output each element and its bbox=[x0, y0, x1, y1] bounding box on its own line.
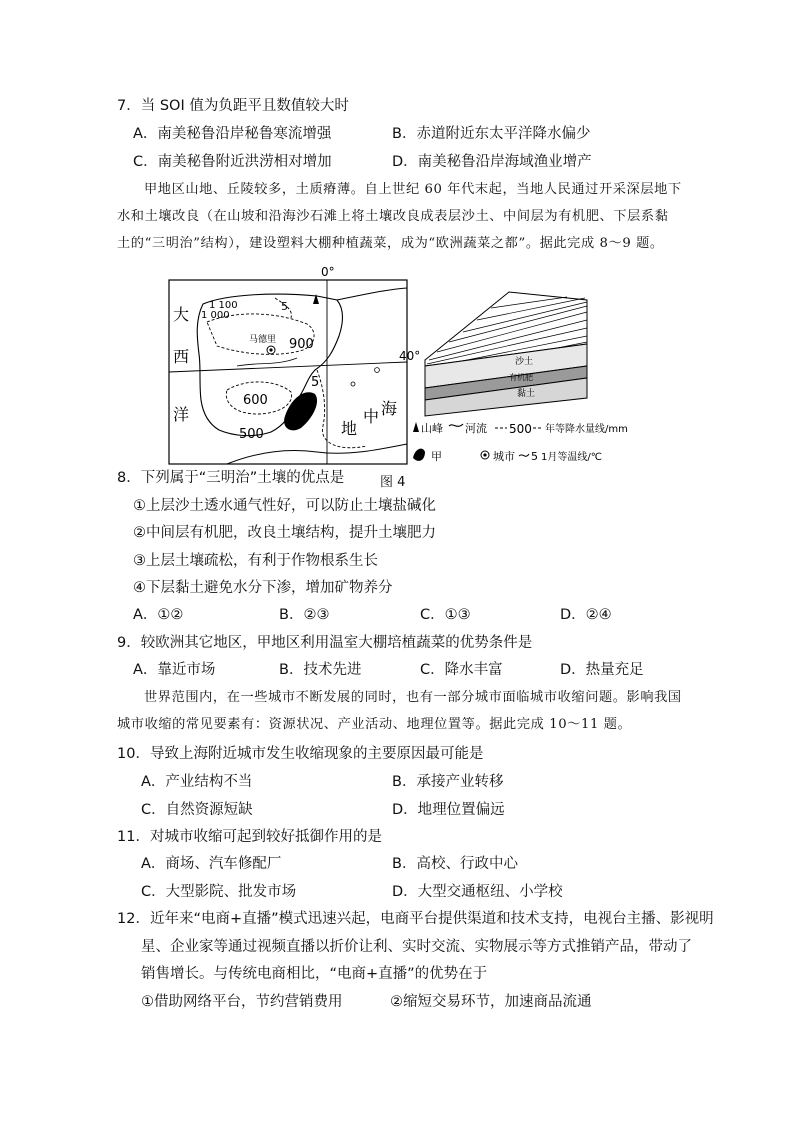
q7-option-c: C．南美秘鲁附近洪涝相对增加 bbox=[133, 154, 332, 170]
q9-option-d: D．热量充足 bbox=[560, 662, 644, 678]
sea-label-hai: 海 bbox=[381, 399, 398, 418]
figure-4-svg bbox=[167, 266, 687, 480]
legend-isotherm-value: 5 bbox=[531, 450, 538, 463]
legend-isotherm-label: 1月等温线/℃ bbox=[541, 452, 602, 463]
meridian-label: 0° bbox=[321, 266, 335, 279]
sea-label-xi: 西 bbox=[173, 347, 190, 366]
parallel-label: 40° bbox=[399, 349, 421, 363]
contour-label-5-south: 5 bbox=[311, 375, 320, 390]
q7-option-a: A．南美秘鲁沿岸秘鲁寒流增强 bbox=[133, 126, 332, 142]
sea-label-zhong: 中 bbox=[363, 407, 380, 426]
q8-item-3: ③上层土壤疏松，有利于作物根系生长 bbox=[133, 553, 378, 569]
layer-label-manure: 有机肥 bbox=[509, 373, 533, 382]
legend-city-label: 城市 bbox=[493, 450, 515, 463]
q7-option-b: B．赤道附近东太平洋降水偏少 bbox=[392, 126, 591, 142]
q12-item-1: ①借助网络平台，节约营销费用 bbox=[141, 994, 343, 1010]
q7-option-d: D．南美秘鲁沿岸海域渔业增产 bbox=[392, 154, 592, 170]
sea-label-da: 大 bbox=[173, 305, 190, 324]
contour-label-1000: 1 000 bbox=[201, 310, 230, 321]
city-madrid-dot bbox=[269, 348, 272, 351]
q8-option-c: C．①③ bbox=[420, 607, 471, 623]
q7-stem: 7．当 SOI 值为负距平且数值较大时 bbox=[117, 98, 349, 114]
q12-line-3: 销售增长。与传统电商相比，“电商+直播”的优势在于 bbox=[141, 966, 488, 982]
q8-option-a: A．①② bbox=[133, 607, 184, 623]
q11-option-d: D．大型交通枢纽、小学校 bbox=[392, 884, 563, 900]
q11-stem: 11．对城市收缩可起到较好抵御作用的是 bbox=[117, 829, 382, 845]
q8-item-4: ④下层黏土避免水分下渗，增加矿物养分 bbox=[133, 580, 393, 596]
q10-stem: 10．导致上海附近城市发生收缩现象的主要原因最可能是 bbox=[117, 746, 484, 762]
legend-mountain-label: 山峰 bbox=[421, 422, 443, 435]
q11-option-a: A．商场、汽车修配厂 bbox=[141, 856, 282, 872]
passage1-line-1: 甲地区山地、丘陵较多，土质瘠薄。自上世纪 60 年代末起，当地人民通过开采深层地下 bbox=[144, 182, 682, 197]
q8-item-1: ①上层沙土透水通气性好，可以防止土壤盐碱化 bbox=[133, 498, 436, 514]
q10-option-c: C．自然资源短缺 bbox=[141, 802, 253, 818]
q8-option-d: D．②④ bbox=[560, 607, 612, 623]
q12-stem: 12．近年来“电商+直播”模式迅速兴起，电商平台提供渠道和技术支持，电视台主播、影视明 bbox=[117, 911, 714, 927]
contour-label-5-north: 5 bbox=[281, 300, 288, 313]
q8-item-2: ②中间层有机肥，改良土壤结构，提升土壤肥力 bbox=[133, 525, 436, 541]
sea-label-yang: 洋 bbox=[173, 405, 190, 424]
legend-region-icon bbox=[413, 449, 425, 461]
q11-option-c: C．大型影院、批发市场 bbox=[141, 884, 297, 900]
q9-option-c: C．降水丰富 bbox=[420, 662, 503, 678]
figure-legend bbox=[413, 421, 628, 463]
q9-option-a: A．靠近市场 bbox=[133, 662, 216, 678]
legend-city-dot bbox=[483, 453, 486, 456]
contour-label-900: 900 bbox=[289, 337, 314, 352]
q8-option-b: B．②③ bbox=[279, 607, 330, 623]
q11-option-b: B．高校、行政中心 bbox=[392, 856, 518, 872]
figure-4 bbox=[167, 266, 687, 480]
q10-option-b: B．承接产业转移 bbox=[392, 774, 504, 790]
legend-river-icon bbox=[449, 424, 463, 426]
passage2-line-2: 城市收缩的常见要素有：资源状况、产业活动、地理位置等。据此完成 10～11 题。 bbox=[117, 717, 632, 732]
sea-label-di: 地 bbox=[341, 419, 358, 438]
passage2-line-1: 世界范围内，在一些城市不断发展的同时，也有一部分城市面临城市收缩问题。影响我国 bbox=[144, 690, 682, 705]
passage1-line-2: 水和土壤改良（在山坡和沿海沙石滩上将土壤改良成表层沙土、中间层为有机肥、下层系黏 bbox=[117, 209, 669, 224]
q12-item-2: ②缩短交易环节，加速商品流通 bbox=[390, 994, 592, 1010]
contour-label-1100: 1 100 bbox=[209, 300, 238, 311]
contour-label-500: 500 bbox=[239, 427, 264, 442]
passage1-line-3: 土的“三明治”结构），建设塑料大棚种植蔬菜，成为“欧洲蔬菜之都”。据此完成 8～9 题。 bbox=[117, 236, 664, 251]
legend-region-label: 甲 bbox=[431, 450, 442, 463]
legend-isohyet-value: 500 bbox=[509, 422, 532, 436]
layer-label-sand: 沙土 bbox=[515, 357, 534, 367]
q8-stem: 8．下列属于“三明治”土壤的优点是 bbox=[117, 470, 345, 486]
q9-option-b: B．技术先进 bbox=[279, 662, 362, 678]
layer-label-clay: 黏土 bbox=[517, 389, 536, 399]
soil-block-diagram bbox=[425, 292, 587, 416]
contour-label-600: 600 bbox=[243, 393, 268, 408]
figure-caption: 图 4 bbox=[380, 475, 406, 490]
q10-option-a: A．产业结构不当 bbox=[141, 774, 253, 790]
legend-isotherm-icon bbox=[519, 454, 529, 456]
q12-line-2: 星、企业家等通过视频直播以折价让利、实时交流、实物展示等方式推销产品，带动了 bbox=[141, 939, 692, 955]
q10-option-d: D．地理位置偏远 bbox=[392, 802, 505, 818]
legend-river-label: 河流 bbox=[465, 422, 487, 435]
city-madrid-label: 马德里 bbox=[249, 335, 277, 345]
legend-mountain-icon bbox=[413, 422, 419, 432]
q9-stem: 9．较欧洲其它地区，甲地区利用温室大棚培植蔬菜的优势条件是 bbox=[117, 635, 533, 651]
legend-isohyet-label: 年等降水量线/mm bbox=[545, 424, 628, 435]
